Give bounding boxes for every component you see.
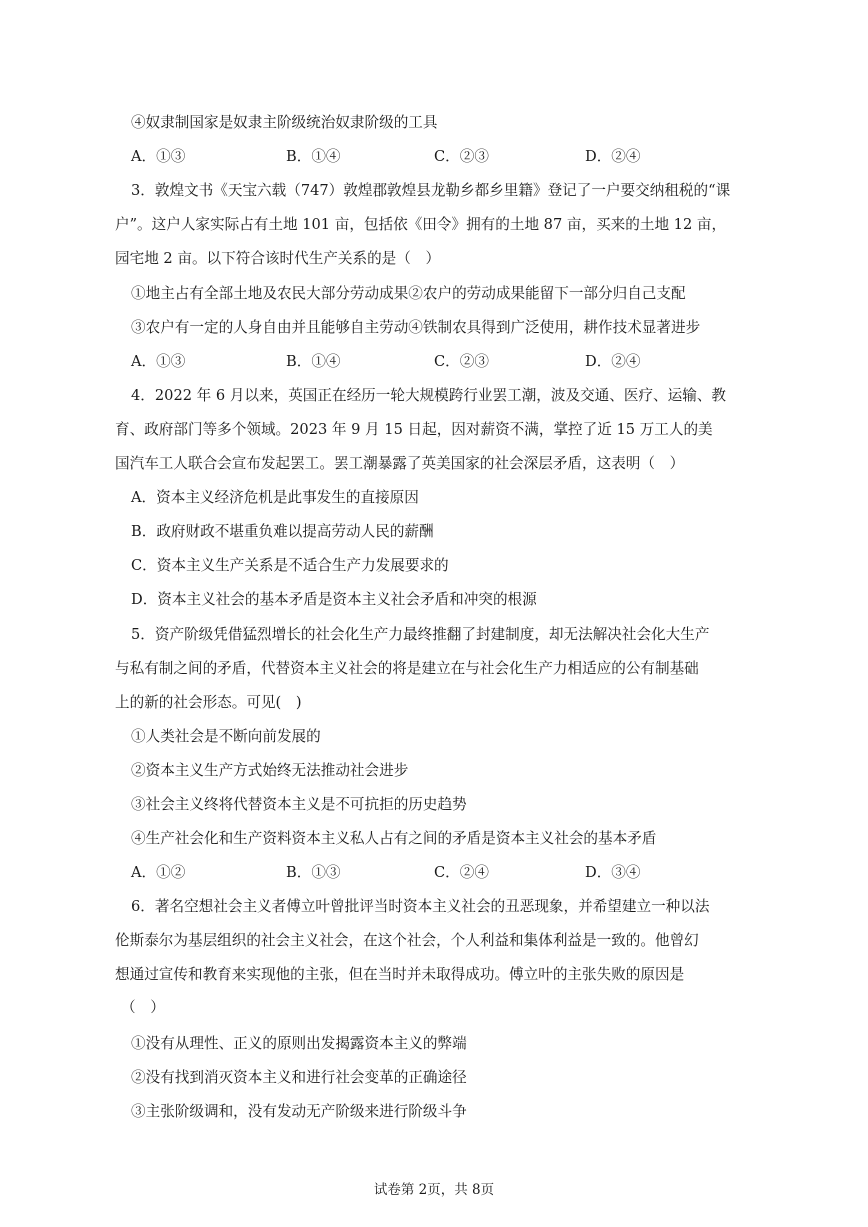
statement: ②资本主义生产方式始终无法推动社会进步 <box>131 762 409 779</box>
choice-d: D．资本主义社会的基本矛盾是资本主义社会矛盾和冲突的根源 <box>131 591 537 608</box>
statement: ①地主占有全部土地及农民大部分劳动成果②农户的劳动成果能留下一部分归自己支配 <box>131 285 686 302</box>
option-c: C．②③ <box>434 148 489 165</box>
option-d: D．②④ <box>585 148 641 165</box>
statement: ②没有找到消灭资本主义和进行社会变革的正确途径 <box>131 1069 467 1086</box>
page-footer: 试卷第 2页，共 8页 <box>373 1182 495 1198</box>
statement: ①没有从理性、正义的原则出发揭露资本主义的弊端 <box>131 1035 467 1052</box>
statement: ③农户有一定的人身自由并且能够自主劳动④铁制农具得到广泛使用，耕作技术显著进步 <box>131 319 701 336</box>
choice-a: A．资本主义经济危机是此事发生的直接原因 <box>131 489 419 506</box>
question-stem: 户”。这户人家实际占有土地 101 亩，包括依《田令》拥有的土地 87 亩，买来的土地 12 亩， <box>115 216 727 233</box>
option-a: A．①② <box>131 864 186 881</box>
option-a: A．①③ <box>131 353 186 370</box>
question-stem: 园宅地 2 亩。以下符合该时代生产关系的是（ ） <box>115 250 441 267</box>
option-b: B．①③ <box>286 864 341 881</box>
choice-c: C．资本主义生产关系是不适合生产力发展要求的 <box>131 557 449 574</box>
option-b: B．①④ <box>286 148 341 165</box>
question-stem: 育、政府部门等多个领域。2023 年 9 月 15 日起，因对薪资不满，掌控了近 15 万工人的美 <box>115 421 713 438</box>
statement: ④奴隶制国家是奴隶主阶级统治奴隶阶级的工具 <box>131 114 438 131</box>
choice-b: B．政府财政不堪重负难以提高劳动人民的薪酬 <box>131 523 434 540</box>
statement: ①人类社会是不断向前发展的 <box>131 728 321 745</box>
question-stem: 4．2022 年 6 月以来，英国正在经历一轮大规模跨行业罢工潮，波及交通、医疗、运输、教 <box>131 387 727 404</box>
question-stem: 3．敦煌文书《天宝六载（747）敦煌郡敦煌县龙勒乡都乡里籍》登记了一户要交纳租税的“课 <box>131 182 731 199</box>
option-b: B．①④ <box>286 353 341 370</box>
question-stem: 与私有制之间的矛盾，代替资本主义社会的将是建立在与社会化生产力相适应的公有制基础 <box>115 660 699 677</box>
question-stem: 国汽车工人联合会宣布发起罢工。罢工潮暴露了英美国家的社会深层矛盾，这表明（ ） <box>115 455 685 472</box>
option-d: D．③④ <box>585 864 641 881</box>
statement: ③社会主义终将代替资本主义是不可抗拒的历史趋势 <box>131 796 467 813</box>
question-stem: 5．资产阶级凭借猛烈增长的社会化生产力最终推翻了封建制度，却无法解决社会化大生产 <box>131 626 710 643</box>
option-c: C．②④ <box>434 864 489 881</box>
question-stem: （ ） <box>121 999 165 1016</box>
question-stem: 6．著名空想社会主义者傅立叶曾批评当时资本主义社会的丑恶现象，并希望建立一种以法 <box>131 898 710 915</box>
question-stem: 想通过宣传和教育来实现他的主张，但在当时并未取得成功。傅立叶的主张失败的原因是 <box>115 966 685 983</box>
statement: ③主张阶级调和，没有发动无产阶级来进行阶级斗争 <box>131 1103 467 1120</box>
question-stem: 上的新的社会形态。可见( ) <box>115 694 302 711</box>
option-c: C．②③ <box>434 353 489 370</box>
option-a: A．①③ <box>131 148 186 165</box>
question-stem: 伦斯泰尔为基层组织的社会主义社会，在这个社会，个人利益和集体利益是一致的。他曾幻 <box>115 932 699 949</box>
statement: ④生产社会化和生产资料资本主义私人占有之间的矛盾是资本主义社会的基本矛盾 <box>131 830 657 847</box>
option-d: D．②④ <box>585 353 641 370</box>
